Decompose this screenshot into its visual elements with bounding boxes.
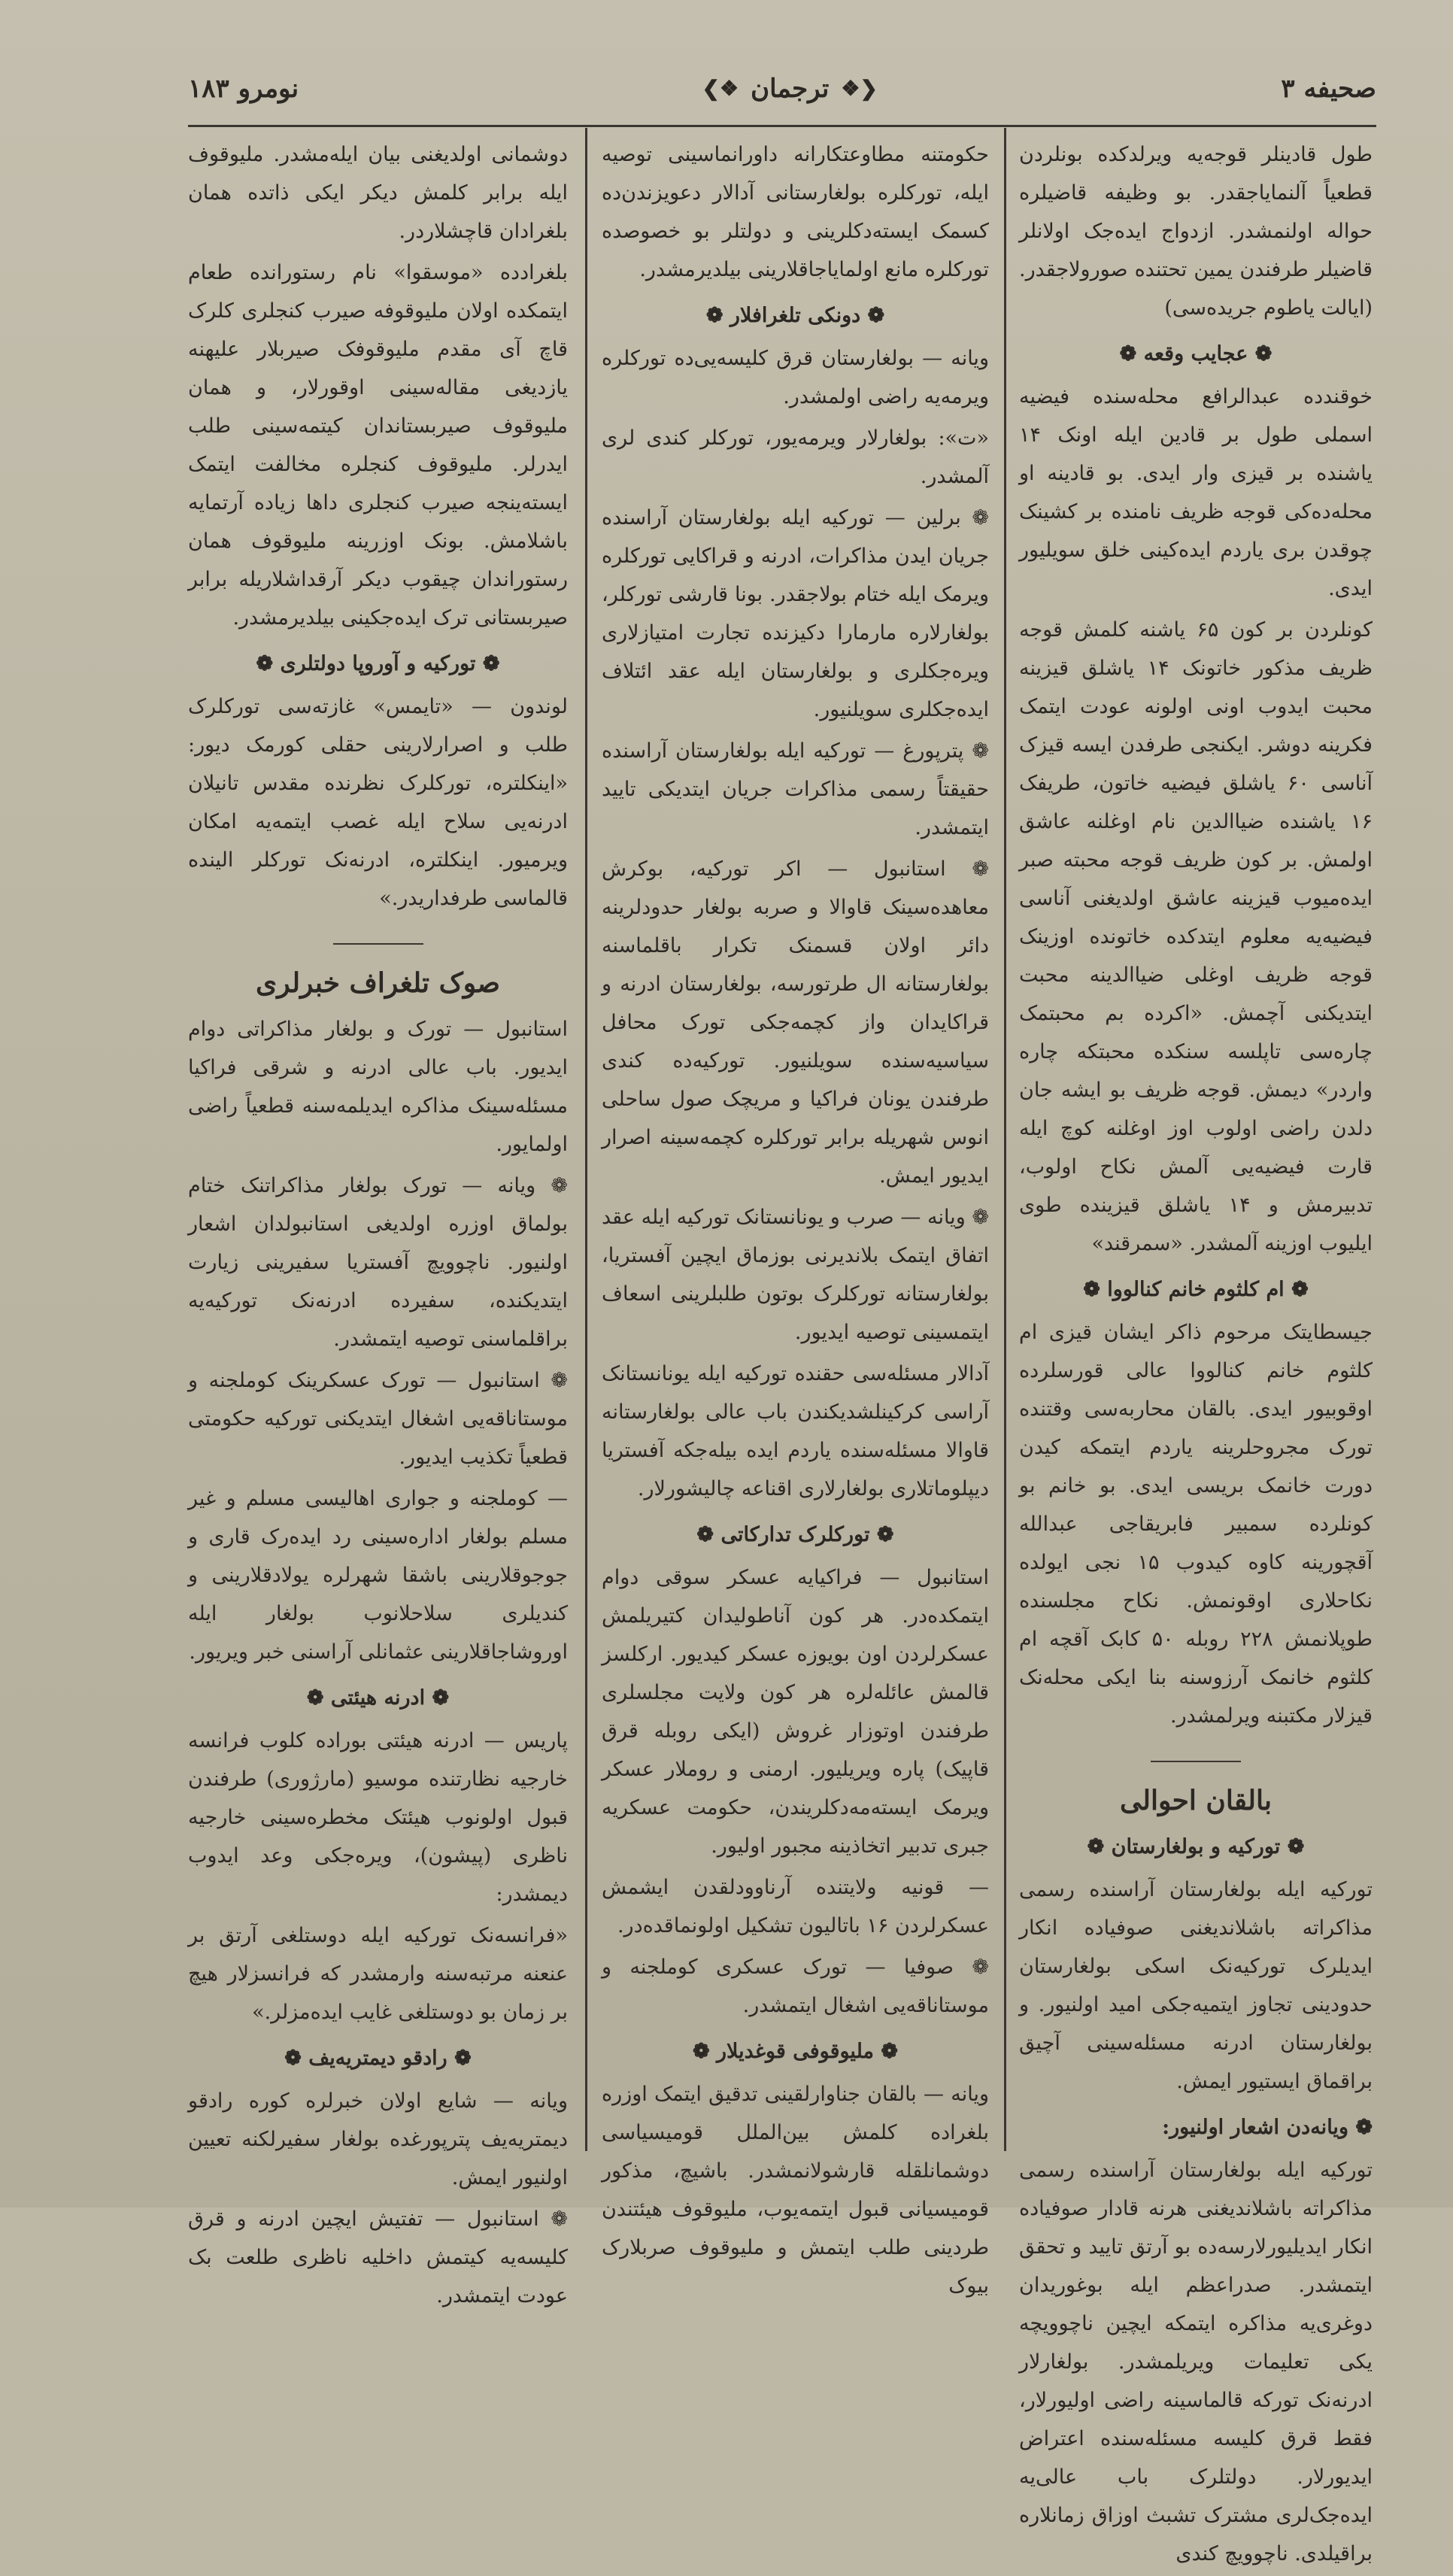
major-heading: بالقان احوالی: [1120, 1785, 1272, 1816]
section-heading: ❁ تورکلرک تدارکاتی ❁: [696, 1523, 894, 1546]
article-paragraph: ❁ استانبول — تورک عسکرینک کوملجنه و موستاناقه‌یی اشغال ایتدیکنی تورکیه حکومتی قطعیاً تکذیب ایدیور.: [188, 1369, 568, 1469]
article-paragraph: تورکیه ایله بولغارستان آراسنده رسمی مذاکراته باشلاندیغنی صوفیاده انکار ایدیلرک تورکیه‌نک اسکی بولغارستان حدودینی تجاوز ایتمیه‌جکی امید اولنیور. و بولغارستان ادرنه مسئله‌سینی آچیق براقماق ایستیور ایمش.: [1019, 1878, 1373, 2093]
section-heading: ❁ دونکی تلغرافلار ❁: [705, 304, 885, 327]
page-number-label: صحیفه ۳: [1281, 73, 1376, 104]
column-right: [1019, 135, 1373, 2576]
section-separator: [333, 943, 423, 945]
column-divider: [1004, 128, 1006, 2151]
article-paragraph: — قونیه ولایتنده آرناوودلقدن ایشمش عسکرلردن ۱۶ باتالیون تشکیل اولونماقده‌در.: [602, 1876, 989, 1937]
column-middle: [602, 135, 989, 2308]
ornament-icon: ❮❖: [841, 76, 878, 101]
article-paragraph: ویانه — بولغارستان قرق کلیسه‌یی‌ده تورکلره ویرمه‌یه راضی اولمشدر.: [602, 347, 989, 408]
article-paragraph: ❁ استانبول — اکر تورکیه، بوکرش معاهده‌سینک قاوالا و صربه بولغار حدودلرینه دائر اولان قسمنک تکرار باقلماسنه بولغارستانه ال طرتورسه، بولغارستان ادرنه و قراکایدان واز کچمه‌جکی تورک محافل سیاسیه‌سنده سویلنیور. تورکیه‌ده کندی طرفندن یونان فراکیا و مریچک صول ساحلی انوس شهریله برابر تورکلره کچمه‌سینه اصرار ایدیور ایمش.: [602, 857, 989, 1188]
article-paragraph: ❁ استانبول — تفتیش ایچین ادرنه و قرق کلیسه‌یه کیتمش داخلیه ناظری طلعت بک عودت ایتمشدر.: [188, 2207, 568, 2307]
article-paragraph: خوقندده عبدالرافع محله‌سنده فیضیه اسملی طول بر قادین ایله اونک ۱۴ یاشنده بر قیزی وار ایدی. بو قادینه او محله‌ده‌کی قوجه ظریف نامنده بر کشینک چوقدن بری یاردم ایده‌کینی خلق سویلیور ایدی.: [1019, 385, 1373, 600]
section-heading: ❁ تورکیه و بولغارستان ❁: [1087, 1835, 1305, 1858]
article-paragraph: ویانه — شایع اولان خبرلره کوره رادقو دیمتریه‌یف پترپورغده بولغار سفیرلکنه تعیین اولنیور ایمش.: [188, 2089, 568, 2189]
article-paragraph: ❁ صوفیا — تورک عسکری کوملجنه و موستاناقه‌یی اشغال ایتمشدر.: [602, 1956, 989, 2017]
article-paragraph: استانبول — فراکیایه عسکر سوقی دوام ایتمکده‌در. هر کون آناطولیدان کتیریلمش عسکرلردن اون بویوزه عسکر کیدیور. ارکلسز قالمش عائله‌لره هر کون ولایت مجلسلری طرفندن اوتوزار غروش (ایکی روبله قرق قاپیک) پاره ویریلیور. ارمنی و روملار عسکر ویرمک ایسته‌مه‌دکلریندن، حکومت عسکریه جبری تدبیر اتخاذینه مجبور اولیور.: [602, 1566, 989, 1858]
ornament-icon: ❖❯: [702, 76, 739, 101]
article-paragraph: حکومتنه مطاوعتکارانه داورانماسینی توصیه ایله، تورکلره بولغارستانی آدالار دعویزندن‌ده کسمک ایسته‌دکلرینی و دولتلر بو خصوصده تورکلره مانع اولمایاجاقلارینی بیلدیرمشدر.: [602, 143, 989, 281]
article-paragraph: ❁ ویانه — صرب و یونانستانک تورکیه ایله عقد اتفاق ایتمک بلاندیرنی بوزماق ایچین آفستریا، بولغارستانه تورکلرک بوتون طلبلرینی اسعاف ایتمسینی توصیه ایدیور.: [602, 1206, 989, 1344]
section-heading: ❁ ملیوقوفی قوغدیلار ❁: [692, 2040, 899, 2063]
article-paragraph: ❁ برلین — تورکیه ایله بولغارستان آراسنده جریان ایدن مذاکرات، ادرنه و قراکایی تورکلره ویرمک ایله ختام بولاجقدر. بونا قارشی تورکلر، بولغارلاره مارمارا دکیزنده تجارت امتیازلاری ویره‌جکلری و بولغارستان ایله عقد ائتلاف ایده‌جکلری سویلنیور.: [602, 506, 989, 721]
article-paragraph: «فرانسه‌نک تورکیه ایله دوستلغی آرتق بر عنعنه مرتبه‌سنه وارمشدر که فرانسزلار هیچ بر زمان بو دوستلغی غایب ایده‌مزلر.»: [188, 1924, 568, 2024]
article-paragraph: ❁ پترپورغ — تورکیه ایله بولغارستان آراسنده حقیقتاً رسمی مذاکرات جریان ایتدیکی تایید ایتمشدر.: [602, 739, 989, 839]
column-divider: [585, 128, 587, 2151]
article-paragraph: پاریس — ادرنه هیئتی بوراده کلوب فرانسه خارجیه نظارتنده موسیو (مارژوری) طرفندن قبول اولونوب هیئتک مخطره‌سینی خارجیه ناظری (پیشون)، ویره‌جکی وعد ایدوب دیمشدر:: [188, 1729, 568, 1906]
article-paragraph: دوشمانی اولدیغنی بیان ایله‌مشدر. ملیوقوف ایله برابر کلمش دیکر ایکی ذاتده همان بلغرادان قاچشلاردر.: [188, 143, 568, 243]
section-heading: ❁ ویانه‌دن اشعار اولنیور:: [1162, 2116, 1373, 2139]
article-paragraph: تورکیه ایله بولغارستان آراسنده رسمی مذاکراته باشلاندیغنی هرنه قادار صوفیاده انکار ایدیلیورلارسه‌ده بو آرتق تایید و تحقق ایتمشدر. صدراعظم ایله بوغوریدان دوغری‌یه مذاکره ایتمکه ایچین ناچوویچه یکی تعلیمات ویریلمشدر. بولغارلار ادرنه‌نک تورکه قالماسینه راضی اولیورلار، فقط قرق کلیسه مسئله‌سنده اعتراض ایدیورلار. دولتلرک باب عالی‌یه ایده‌جک‌لری مشترک تشبث اوزاق زمانلاره براقیلدی. ناچوویچ کندی: [1019, 2159, 1373, 2565]
section-heading: ❁ ام کلثوم خانم کنالووا ❁: [1083, 1278, 1309, 1301]
section-heading: ❁ تورکیه و آوروپا دولتلری ❁: [256, 652, 500, 675]
section-heading: ❁ رادقو دیمتریه‌یف ❁: [284, 2047, 472, 2070]
issue-number-label: نومرو ۱۸۳: [188, 73, 299, 104]
article-paragraph: ویانه — بالقان جناوارلقینی تدقیق ایتمک اوزره بلغراده کلمش بین‌الملل قومیسیاسی دوشمانلقله قارشولانمشدر. باشیچ، مذکور قومیسیانی قبول ایتمه‌یوب، ملیوقوف هیئتندن طردینی طلب ایتمش و ملیوقوف صربلارک بیوک: [602, 2083, 989, 2298]
article-paragraph: جیسطایتک مرحوم ذاکر ایشان قیزی ام کلثوم خانم کنالووا عالی قورسلرده اوقوبیور ایدی. بالقان محاربه‌سی وقتنده تورک مجروحلرینه یاردم ایتمکه کیدن دورت خانمک بریسی ایدی. بو خانم بو کونلرده سمبیر فابریقاجی عبدالله آقچورینه کاوه کیدوب ۱۵ نجی ایولده نکاحلاری اوقونمش. نکاح مجلسنده طوپلانمش ۲۲۸ روبله ۵۰ کابک آقچه ام کلثوم خانمک آرزوسنه بنا ایکی محله‌نک قیزلار مکتبنه ویرلمشدر.: [1019, 1321, 1373, 1728]
section-heading: ❁ عجایب وقعه ❁: [1119, 342, 1273, 366]
article-paragraph: لوندون — «تایمس» غازته‌سی تورکلرک طلب و اصرارلارینی حقلی کورمک دیور: «اینکلتره، تورکلرک نظرنده مقدس تانیلان ادرنه‌یی سلاح ایله غصب ایتمه‌یه امکان ویرمیور. اینکلتره، ادرنه‌نک تورکلر الینده قالماسی طرفداریدر.»: [188, 695, 568, 910]
article-paragraph: طول قادینلر قوجه‌یه ویرلدکده بونلردن قطعیاً آلنمایاجقدر. بو وظیفه قاضیلره حواله اولنمشدر. ازدواج ایده‌جک اولانلر قاضیلر طرفندن یمین تحتنده صورولاجقدر. (ایالت یاطوم جریده‌سی): [1019, 143, 1373, 320]
article-paragraph: — کوملجنه و جواری اهالیسی مسلم و غیر مسلم بولغار اداره‌سینی رد ایده‌رک قاری و جوجوقلارینی باشقا شهرلره یولادقلارینی و کندیلری سلاحلانوب بولغار ایله اوروشاجاقلارینی عثمانلی آراسنی خبر ویریور.: [188, 1487, 568, 1664]
newspaper-title: ترجمان: [751, 73, 830, 104]
section-heading: ❁ ادرنه هیئتی ❁: [306, 1686, 450, 1710]
major-heading: صوک تلغراف خبرلری: [256, 967, 500, 999]
article-paragraph: کونلردن بر کون ۶۵ یاشنه کلمش قوجه ظریف مذکور خاتونک ۱۴ یاشلق قیزینه محبت ایدوب اونی اولونه عودت ایتمک فکرینه دوشر. ایکنجی طرفدن ایسه قیزک آناسی ۶۰ یاشلق فیضیه خاتون، طریفک ۱۶ یاشنده ضیاالدین نام اوغلنه عاشق اولمش. بر کون ظریف قوجه محبته صبر ایده‌میوب قیزینه عاشق اولدیغنی آناسی فیضیه‌یه معلوم ایتدکده خاتونده اوزینک قوجه ظریف اوغلی ضیاالدینه محبت ایتدیکنی آچمش. «اکرده بم محبتمک چاره‌سی تاپلسه سنکده محبتکه چاره واردر» دیمش. قوجه ظریف بو ایشه جان دلدن راضی اولوب اوز اوغلنه کوچ ایله قارت فیضیه‌یی آلمش نکاح اولوب، تدبیرمش و ۱۴ یاشلق قیزینده طوی ایلیوب اوزینه آلمشدر. «سمرقند»: [1019, 618, 1373, 1255]
masthead: [702, 74, 878, 104]
header-rule: [188, 125, 1376, 127]
section-separator: [1151, 1761, 1241, 1762]
page-header: [188, 53, 1376, 124]
article-paragraph: بلغرادده «موسقوا» نام رستورانده طعام ایتمکده اولان ملیوقوفه صیرب کنجلری کلرک قاچ آی مقدم ملیوقوفک صیربلار علیهنه یازدیغی مقاله‌سینی اوقورلار، و همان ملیوقوف صیربستاندان کیتمه‌سینی طلب ایدرلر. ملیوقوف کنجلره مخالفت ایتمک ایسته‌ینجه صیرب کنجلری داها زیاده آرتمایه باشلامش. بونک اوزرینه ملیوقوف همان رستوراندان چیقوب دیکر آرقداشلاریله برابر صیربستانی ترک ایده‌جکینی بیلدیرمشدر.: [188, 261, 568, 630]
article-paragraph: استانبول — تورک و بولغار مذاکراتی دوام ایدیور. باب عالی ادرنه و شرقی فراکیا مسئله‌سینک مذاکره ایدیلمه‌سنه قطعیاً راضی اولمایور.: [188, 1018, 568, 1156]
article-paragraph: ❁ ویانه — تورک بولغار مذاکراتنک ختام بولماق اوزره اولدیغی استانبولدان اشعار اولنیور. ناچوویچ آفستریا سفیرینی زیارت ایتدیکنده، سفیرده ادرنه‌نک تورکیه‌یه براقلماسنی توصیه ایتمشدر.: [188, 1174, 568, 1351]
column-left: [188, 135, 568, 2318]
article-paragraph: آدالار مسئله‌سی حقنده تورکیه ایله یونانستانک آراسی کرکینلشدیکندن باب عالی بولغارستانه قاوالا مسئله‌سنده یاردم ایده بیله‌جکه آفستریا دیپلوماتلاری بولغارلاری اقناعه چالیشورلار.: [602, 1362, 989, 1500]
article-paragraph: «ت»: بولغارلار ویرمه‌یور، تورکلر کندی لری آلمشدر.: [602, 426, 989, 488]
